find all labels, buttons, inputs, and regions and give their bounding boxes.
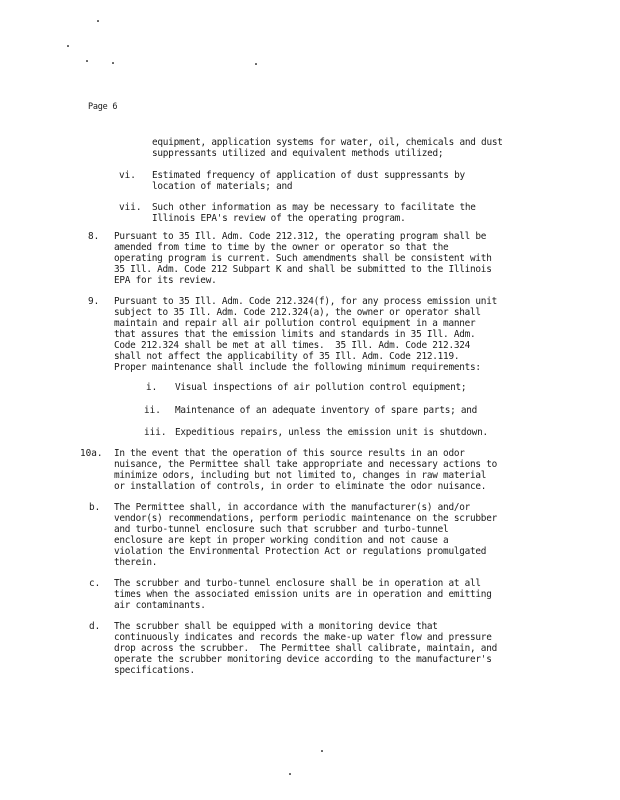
text-line: Code 212.324 shall be met at all times. 35 Ill. Adm. Code 212.324	[114, 340, 471, 351]
page-label: Page 6	[88, 102, 118, 112]
text-line: enclosure are kept in proper working condition and not cause a	[114, 535, 449, 546]
scan-speck	[255, 63, 257, 65]
list-marker: b.	[89, 502, 101, 513]
text-line: EPA for its review.	[114, 275, 217, 286]
text-line: minimize odors, including but not limited to, changes in raw material	[114, 470, 487, 481]
text-line: Expeditious repairs, unless the emission unit is shutdown.	[175, 427, 488, 438]
text-line: operate the scrubber monitoring device according to the manufacturer's	[114, 654, 492, 665]
text-line: maintain and repair all air pollution control equipment in a manner	[114, 318, 476, 329]
text-line: location of materials; and	[152, 181, 293, 192]
text-line: Pursuant to 35 Ill. Adm. Code 212.312, the operating program shall be	[114, 231, 487, 242]
text-line: Such other information as may be necessary to facilitate the	[152, 202, 476, 213]
scan-speck	[86, 60, 88, 62]
scan-speck	[112, 62, 114, 64]
text-line: The scrubber and turbo-tunnel enclosure shall be in operation at all	[114, 578, 481, 589]
text-line: therein.	[114, 557, 158, 568]
text-line: Maintenance of an adequate inventory of spare parts; and	[175, 405, 478, 416]
scan-speck	[67, 45, 69, 47]
text-line: Illinois EPA's review of the operating program.	[152, 213, 406, 224]
text-line: The scrubber shall be equipped with a monitoring device that	[114, 621, 438, 632]
text-line: and turbo-tunnel enclosure such that scrubber and turbo-tunnel	[114, 524, 449, 535]
text-line: continuously indicates and records the make-up water flow and pressure	[114, 632, 492, 643]
text-line: The Permittee shall, in accordance with the manufacturer(s) and/or	[114, 502, 471, 513]
text-line: subject to 35 Ill. Adm. Code 212.324(a), the owner or operator shall	[114, 307, 481, 318]
list-marker: 10a.	[80, 448, 103, 459]
text-line: Visual inspections of air pollution control equipment;	[175, 382, 467, 393]
text-line: drop across the scrubber. The Permittee shall calibrate, maintain, and	[114, 643, 497, 654]
text-line: times when the associated emission units are in operation and emitting	[114, 589, 492, 600]
text-line: violation the Environmental Protection Act or regulations promulgated	[114, 546, 487, 557]
text-line: In the event that the operation of this source results in an odor	[114, 448, 465, 459]
list-marker: vii.	[119, 202, 142, 213]
text-line: that assures that the emission limits and standards in 35 Ill. Adm.	[114, 329, 476, 340]
text-line: equipment, application systems for water, oil, chemicals and dust	[152, 137, 503, 148]
list-marker: i.	[146, 382, 158, 393]
text-line: or installation of controls, in order to eliminate the odor nuisance.	[114, 481, 487, 492]
list-marker: iii.	[144, 427, 167, 438]
text-line: amended from time to time by the owner or operator so that the	[114, 242, 449, 253]
text-line: 35 Ill. Adm. Code 212 Subpart K and shall be submitted to the Illinois	[114, 264, 492, 275]
text-line: specifications.	[114, 665, 195, 676]
text-line: Pursuant to 35 Ill. Adm. Code 212.324(f), for any process emission unit	[114, 296, 497, 307]
scan-speck	[97, 20, 99, 22]
text-line: suppressants utilized and equivalent methods utilized;	[152, 148, 444, 159]
text-line: vendor(s) recommendations, perform periodic maintenance on the scrubber	[114, 513, 497, 524]
list-marker: d.	[89, 621, 101, 632]
text-line: Proper maintenance shall include the following minimum requirements:	[114, 362, 481, 373]
scan-speck	[321, 750, 323, 752]
text-line: air contaminants.	[114, 600, 206, 611]
text-line: operating program is current. Such amendments shall be consistent with	[114, 253, 492, 264]
list-marker: 9.	[88, 296, 100, 307]
text-line: Estimated frequency of application of dust suppressants by	[152, 170, 465, 181]
text-line: nuisance, the Permittee shall take appropriate and necessary actions to	[114, 459, 497, 470]
text-line: shall not affect the applicability of 35 Ill. Adm. Code 212.119.	[114, 351, 460, 362]
scan-speck	[289, 773, 291, 775]
list-marker: vi.	[119, 170, 136, 181]
list-marker: 8.	[88, 231, 100, 242]
list-marker: ii.	[144, 405, 161, 416]
list-marker: c.	[89, 578, 101, 589]
